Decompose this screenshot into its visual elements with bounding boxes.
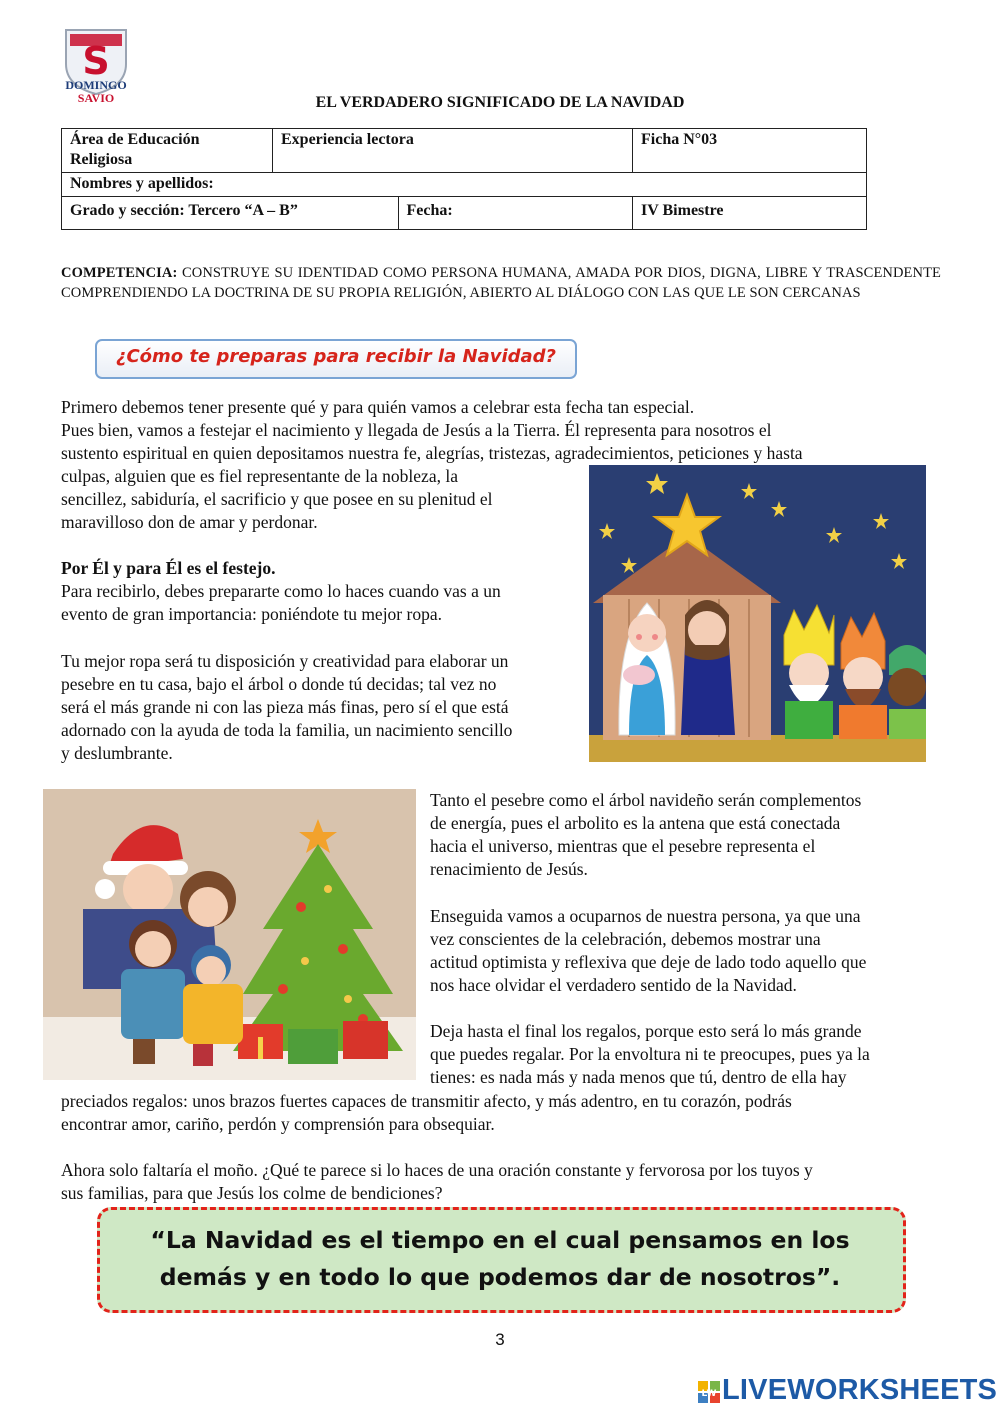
liveworksheets-logo-icon [698,1381,720,1403]
text-line: pesebre en tu casa, bajo el árbol o donde tú decidas; tal vez no [61,674,497,694]
text-line: maravilloso don de amar y perdonar. [61,512,318,532]
text-line: tienes: es nada más y nada menos que tú, dentro de ella hay [430,1067,847,1087]
text-line: y deslumbrante. [61,743,173,763]
text-line: vez conscientes de la celebración, debemos mostrar una [430,929,821,949]
subheading: Por Él y para Él es el festejo. [61,558,276,578]
text-line: sustento espiritual en quien depositamos nuestra fe, alegrías, tristezas, agradecimientos, peticiones y hasta [61,443,803,463]
experiencia-cell: Experiencia lectora [273,129,633,173]
text-line: nos hace olvidar el verdadero sentido de la Navidad. [430,975,797,995]
text-line: preciados regalos: unos brazos fuertes capaces de transmitir afecto, y más adentro, en tu corazón, podrás [61,1091,792,1111]
area-line1: Área de Educación [70,131,200,148]
text-line: sus familias, para que Jesús los colme de bendiciones? [61,1183,443,1203]
ficha-cell: Ficha N°03 [633,129,867,173]
competencia-text: CONSTRUYE SU IDENTIDAD COMO PERSONA HUMANA, AMADA POR DIOS, DIGNA, LIBRE Y TRASCENDENTE COMPRENDIENDO LA DOCTRINA DE SU PROPIA RELIGIÓN, ABIERTO AL DIÁLOGO CON LAS QUE LE SON CERCANAS [61,265,941,301]
text-line: Enseguida vamos a ocuparnos de nuestra persona, ya que una [430,906,861,926]
liveworksheets-watermark[interactable]: LIVEWORKSHEETS [722,1374,998,1406]
competencia-label: COMPETENCIA: [61,265,178,281]
logo-monogram: S [82,39,110,83]
text-line: actitud optimista y reflexiva que deje de lado todo aquello que [430,952,867,972]
page-number: 3 [495,1330,505,1349]
liveworksheets-icon-letters: LW [701,1389,717,1399]
nombres-field[interactable]: Nombres y apellidos: [62,173,867,197]
text-line: Deja hasta el final los regalos, porque esto será lo más grande [430,1021,862,1041]
text-line: Para recibirlo, debes prepararte como lo haces cuando vas a un [61,581,501,601]
family-christmas-tree-illustration [43,789,416,1080]
area-cell [62,129,273,173]
bimestre-cell: IV Bimestre [633,197,867,230]
closing-quote [130,1222,870,1296]
text-line: hacia el universo, mientras que el pesebre representa el [430,836,816,856]
text-line: Primero debemos tener presente qué y para quién vamos a celebrar esta fecha tan especial. [61,397,695,417]
document-title: EL VERDADERO SIGNIFICADO DE LA NAVIDAD [315,94,685,111]
text-line: Tanto el pesebre como el árbol navideño serán complementos [430,790,862,810]
text-line: renacimiento de Jesús. [430,859,588,879]
text-line: encontrar amor, cariño, perdón y comprensión para obsequiar. [61,1114,495,1134]
text-line: Tu mejor ropa será tu disposición y creatividad para elaborar un [61,651,509,671]
fecha-field[interactable]: Fecha: [398,197,632,230]
text-line: de energía, pues el arbolito es la antena que está conectada [430,813,841,833]
text-line: Pues bien, vamos a festejar el nacimiento y llegada de Jesús a la Tierra. Él representa para nosotros el [61,420,772,440]
quote-line2: demás y en todo lo que podemos dar de nosotros”. [159,1263,841,1291]
quote-line1: “La Navidad es el tiempo en el cual pensamos en los [150,1226,850,1254]
competencia-paragraph [61,263,941,303]
header-table [61,128,867,230]
nativity-illustration [589,465,926,762]
text-line: será el más grande ni con las pieza más finas, pero sí el que está [61,697,509,717]
grado-cell: Grado y sección: Tercero “A – B” [62,197,399,230]
text-line: culpas, alguien que es fiel representante de la nobleza, la [61,466,458,486]
text-line: que puedes regalar. Por la envoltura ni te preocupes, pues ya la [430,1044,870,1064]
text-line: evento de gran importancia: poniéndote tu mejor ropa. [61,604,442,624]
question-heading: ¿Cómo te preparas para recibir la Navidad? [116,346,556,367]
text-line: adornado con la ayuda de toda la familia, un nacimiento sencillo [61,720,513,740]
logo-line2: SAVIO [77,91,115,105]
area-line2: Religiosa [70,151,133,168]
text-line: Ahora solo faltaría el moño. ¿Qué te parece si lo haces de una oración constante y fervorosa por los tuyos y [61,1160,813,1180]
text-line: sencillez, sabiduría, el sacrificio y que posee en su plenitud el [61,489,493,509]
logo-line1: DOMINGO [65,78,127,92]
